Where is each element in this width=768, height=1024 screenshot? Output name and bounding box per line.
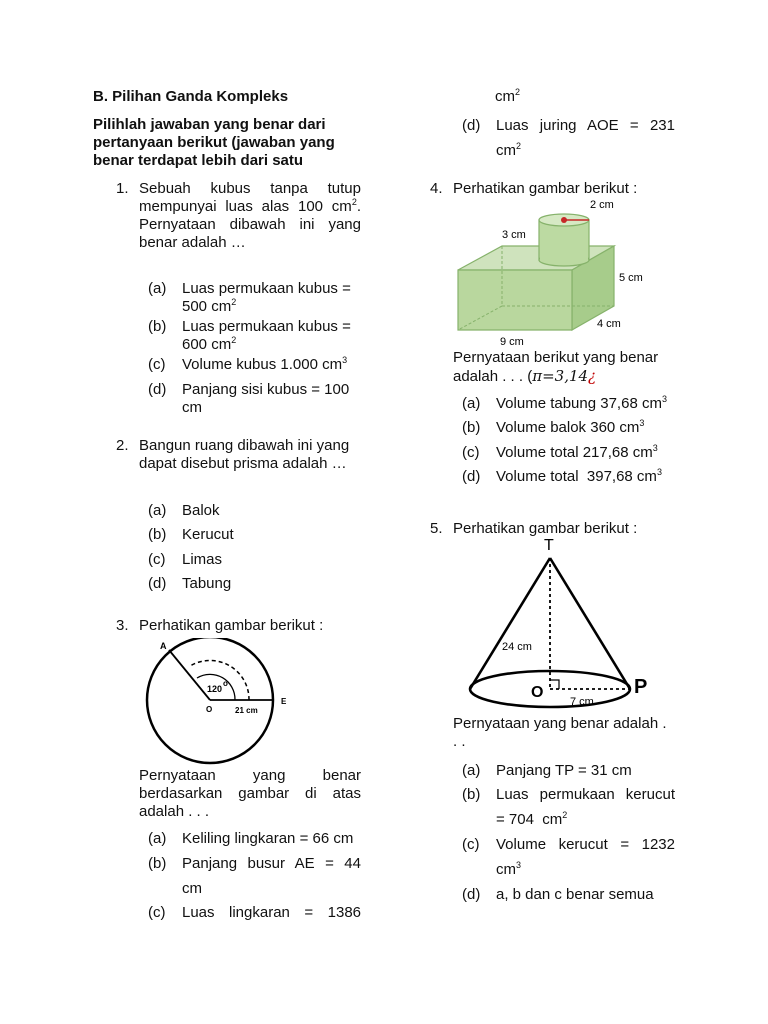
question-4-text: Perhatikan gambar berikut :: [453, 180, 638, 197]
option-text: Volume kubus 1.000 $cm^3$: [182, 355, 348, 373]
instruction: [93, 116, 335, 170]
radius-label: 21 cm: [235, 706, 258, 715]
option-text: Luas permukaan kubus =: [182, 318, 351, 335]
q-line: adalah . . . (π=3,14¿: [453, 367, 597, 385]
q-line: Bangun ruang dibawah ini yang: [139, 437, 350, 454]
option-text: Volume balok 360 $cm^3$: [496, 418, 645, 436]
option-text: Luas juring AOE = 231: [496, 117, 675, 134]
cone-right-edge: [550, 558, 630, 689]
degree-icon: o: [223, 679, 228, 688]
box-height-label: 5 cm: [619, 272, 643, 284]
option-label: (d): [148, 575, 167, 592]
option-text: cm: [182, 399, 202, 416]
option-label: (c): [462, 444, 480, 461]
question-number: 5.: [430, 520, 443, 537]
instruction-line: pertanyaan berikut (jawaban yang: [93, 134, 335, 151]
option-text: Volume kerucut = 1232: [496, 836, 675, 853]
option-text: 600 $cm^2$: [182, 335, 237, 353]
question-number: 2.: [116, 437, 129, 454]
option-label: (a): [148, 502, 167, 519]
option-label: (a): [148, 280, 167, 297]
option-label: (d): [462, 117, 481, 134]
question-5-statement: [453, 715, 678, 751]
option-text: Panjang TP = 31 cm: [496, 762, 632, 779]
option-text: $cm^2$: [495, 87, 521, 105]
option-label: (c): [148, 356, 166, 373]
q-line: adalah . . .: [139, 803, 210, 820]
q-line: . .: [453, 733, 466, 750]
option-label: (a): [462, 762, 481, 779]
radius-label: 7 cm: [570, 696, 594, 708]
option-text: Panjang busur AE = 44: [182, 855, 361, 872]
option-label: (c): [462, 836, 480, 853]
option-text: Volume total 397,68 $cm^3$: [496, 467, 662, 485]
option-label: (b): [462, 419, 481, 436]
q-line: berdasarkan gambar di atas: [139, 785, 361, 802]
option-label: (c): [148, 904, 166, 921]
question-4-statement: [453, 349, 683, 386]
point-a-label: A: [160, 641, 167, 651]
question-3-statement: [139, 767, 361, 821]
option-text: $cm^2$: [496, 141, 522, 159]
height-label: 24 cm: [502, 641, 532, 653]
question-number: 4.: [430, 180, 443, 197]
option-text: Limas: [182, 551, 223, 568]
angle-label: 120: [207, 684, 223, 694]
box-depth-label: 4 cm: [597, 318, 621, 330]
apex-label: T: [544, 537, 554, 554]
center-label: O: [531, 684, 544, 701]
sector-arc-dashed: [190, 660, 249, 700]
option-label: (d): [148, 381, 167, 398]
option-text: cm: [182, 880, 202, 897]
instruction-line: Pilihlah jawaban yang benar dari: [93, 116, 326, 133]
q-line: Pernyataan yang benar adalah .: [453, 715, 667, 732]
cone-figure: [460, 534, 660, 714]
option-text: Volume total 217,68 $cm^3$: [496, 443, 658, 461]
point-e-label: E: [281, 697, 287, 706]
circle-sector-figure: [138, 638, 298, 766]
q-line: Pernyataan berikut yang benar: [453, 349, 659, 366]
question-number: 3.: [116, 617, 129, 634]
option-text: Luas permukaan kerucut: [496, 786, 675, 803]
q-line: Pernyataan yang benar: [139, 767, 361, 784]
point-p-label: P: [634, 676, 648, 698]
option-text: $cm^3$: [496, 860, 522, 878]
q-line: dapat disebut prisma adalah …: [139, 455, 347, 472]
option-text: Keliling lingkaran = 66 cm: [182, 830, 354, 847]
question-3-text: Perhatikan gambar berikut :: [139, 617, 324, 634]
q-line: Sebuah kubus tanpa tutup: [139, 180, 361, 197]
option-text: = 704 $cm^2$: [496, 810, 568, 828]
option-text: Panjang sisi kubus = 100: [182, 381, 350, 398]
option-text: Balok: [182, 502, 220, 519]
option-label: (d): [462, 886, 481, 903]
option-label: (d): [462, 468, 481, 485]
right-angle-icon: [550, 680, 559, 689]
cylinder-diameter-label: 2 cm: [590, 199, 614, 211]
cone-left-edge: [470, 558, 550, 689]
option-text: Kerucut: [182, 526, 234, 543]
option-label: (c): [148, 551, 166, 568]
question-1-text: [139, 180, 361, 252]
instruction-line: benar terdapat lebih dari satu: [93, 152, 304, 169]
option-text: Luas lingkaran = 1386: [182, 904, 361, 921]
center-dot: [561, 217, 567, 223]
option-label: (b): [462, 786, 481, 803]
q-line: mempunyai luas alas 100 $cm^2$.: [139, 197, 361, 215]
cylinder-height-label: 3 cm: [502, 229, 526, 241]
question-2-text: [139, 437, 369, 473]
box-cylinder-figure: [452, 196, 652, 346]
question-number: 1.: [116, 180, 129, 197]
box-length-label: 9 cm: [500, 336, 524, 346]
option-label: (b): [148, 526, 167, 543]
section-title: B. Pilihan Ganda Kompleks: [93, 88, 289, 105]
option-text: Volume tabung 37,68 $cm^3$: [496, 394, 667, 412]
option-label: (b): [148, 855, 167, 872]
q-line: benar adalah …: [139, 234, 246, 251]
option-label: (a): [148, 830, 167, 847]
option-text: a, b dan c benar semua: [496, 886, 654, 903]
option-text: 500 $cm^2$: [182, 297, 237, 315]
point-o-label: O: [206, 705, 213, 714]
option-label: (a): [462, 395, 481, 412]
option-text: Luas permukaan kubus =: [182, 280, 351, 297]
option-text: Tabung: [182, 575, 232, 592]
question-5-text: Perhatikan gambar berikut :: [453, 520, 638, 537]
option-label: (b): [148, 318, 167, 335]
q-line: Pernyataan dibawah ini yang: [139, 216, 361, 233]
